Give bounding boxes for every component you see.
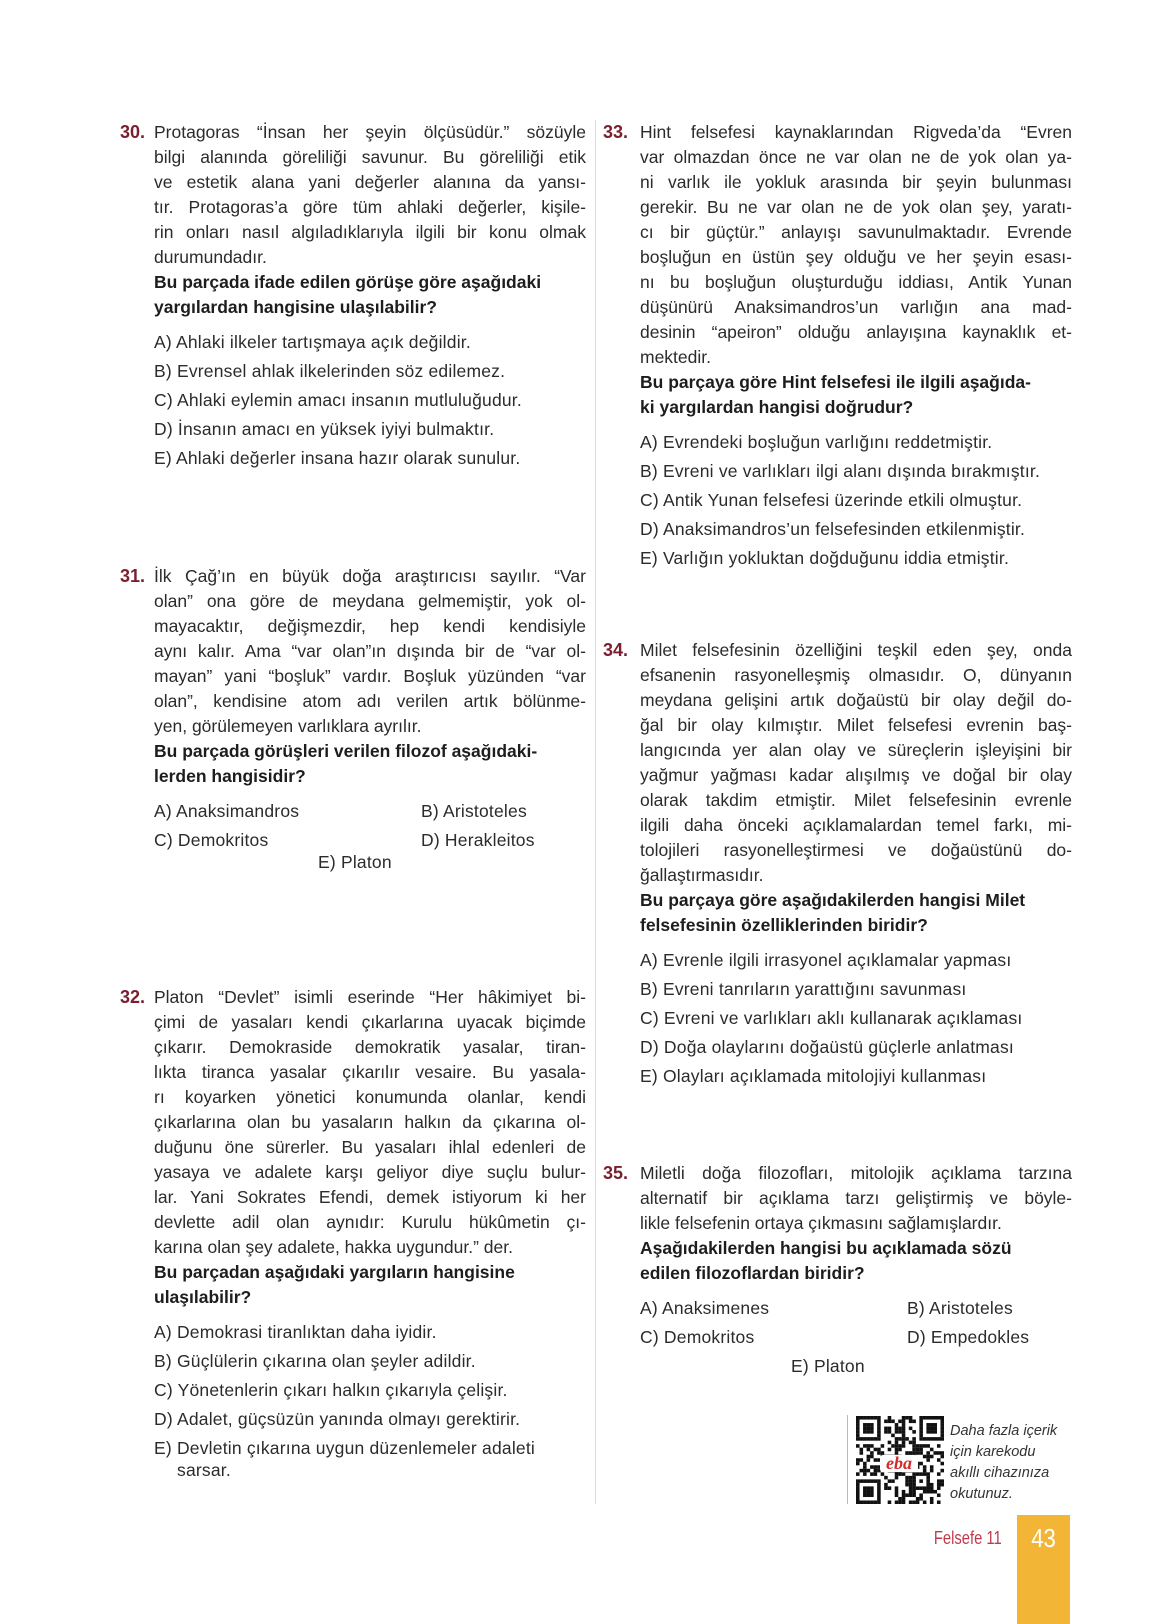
text-line: durumundadır. xyxy=(154,247,267,267)
column-divider xyxy=(595,120,596,1504)
question-number: 34. xyxy=(603,640,629,660)
footer-subject: Felsefe 11 xyxy=(934,1528,1002,1548)
answer-options xyxy=(154,327,586,472)
qr-caption-line: Daha fazla içerik xyxy=(950,1423,1058,1439)
prompt-line: Aşağıdakilerden hangisi bu açıklamada sözü xyxy=(640,1238,1012,1258)
text-line: nı bu boşluğun oluşturduğu iddiası, Antik Yunan xyxy=(640,272,1072,292)
option-e: E) Olayları açıklamada mitolojiyi kullanması xyxy=(640,1065,987,1086)
prompt-line: edilen filozoflardan biridir? xyxy=(640,1263,865,1283)
option-e: E) Varlığın yokluktan doğduğunu iddia etmiştir. xyxy=(640,547,1010,568)
question-prompt xyxy=(640,888,1072,938)
question-prompt xyxy=(640,370,1072,420)
question-number: 35. xyxy=(603,1163,629,1183)
text-line: likle felsefenin ortaya çıkmasını sağlamışlardır. xyxy=(640,1213,1002,1233)
qr-code-icon xyxy=(856,1416,944,1504)
text-line: ve estetik alana yani değerler alanına da yansı- xyxy=(154,172,586,192)
text-line: ğallaştırmasıdır. xyxy=(640,865,764,885)
text-line: yasaya ve adalete karşı geliyor diye suçlu bulur- xyxy=(154,1162,586,1182)
prompt-line: Bu parçaya göre Hint felsefesi ile ilgili aşağıda- xyxy=(640,372,1031,392)
text-line: devlette adil olan aynıdır: Kurulu hükûmetin çı- xyxy=(154,1212,586,1232)
text-line: efsanenin rasyonelleşmiş olmasıdır. O, dünyanın xyxy=(640,665,1072,685)
option-e xyxy=(154,1433,586,1484)
option-d: D) İnsanın amacı en yüksek iyiyi bulmaktır. xyxy=(154,418,495,439)
text-line: lar. Yani Sokrates Efendi, demek istiyorum ki her xyxy=(154,1187,586,1207)
text-line: olan” ona göre de meydana gelmemiştir, yok ol- xyxy=(154,591,586,611)
text-line: cı bir güçtür.” anlayışı savunulmaktadır. Evrende xyxy=(640,222,1072,242)
page-number-tab xyxy=(1017,1515,1070,1624)
question-prompt xyxy=(640,1236,1072,1286)
option-a: A) Demokrasi tiranlıktan daha iyidir. xyxy=(154,1321,437,1342)
question-prompt xyxy=(154,739,586,789)
text-line: lıkta tiranca yasalar çıkarılır vesaire. Bu yasala- xyxy=(154,1062,586,1082)
prompt-line: Bu parçada görüşleri verilen filozof aşağıdaki- xyxy=(154,741,538,761)
option-d: D) Empedokles xyxy=(907,1326,1030,1347)
text-line: duğunu öne sürerler. Bu yasaları ihlal edenleri de xyxy=(154,1137,586,1157)
text-line: gerekir. Bu ne var olan ne de yok olan şey, yaratı- xyxy=(640,197,1072,217)
question-body xyxy=(640,638,1072,1090)
question-body xyxy=(640,1161,1072,1380)
option-c: C) Demokritos xyxy=(154,829,269,850)
prompt-line: felsefesinin özelliklerinden biridir? xyxy=(640,915,928,935)
text-line: yağmur yağması kadar alışılmış ve doğal bir olay xyxy=(640,765,1072,785)
text-line: mektedir. xyxy=(640,347,711,367)
text-line: Miletli doğa filozofları, mitolojik açıklama tarzına xyxy=(640,1163,1072,1183)
prompt-line: Bu parçadan aşağıdaki yargıların hangisine xyxy=(154,1262,515,1282)
option-d: D) Anaksimandros’un felsefesinden etkilenmiştir. xyxy=(640,518,1026,539)
prompt-line: ulaşılabilir? xyxy=(154,1287,252,1307)
option-e: E) Platon xyxy=(791,1355,865,1376)
question-text xyxy=(640,1161,1072,1236)
qr-caption-line: okutunuz. xyxy=(950,1486,1013,1502)
question-number: 30. xyxy=(120,122,146,142)
text-line: İlk Çağ’ın en büyük doğa araştırıcısı sayılır. “Var xyxy=(154,566,586,586)
prompt-line: Bu parçaya göre aşağıdakilerden hangisi Milet xyxy=(640,890,1026,910)
answer-options xyxy=(154,1317,586,1484)
option-c: C) Antik Yunan felsefesi üzerinde etkili olmuştur. xyxy=(640,489,1023,510)
text-line: boşluğun en üstün şey olduğu ve her şeyin esası- xyxy=(640,247,1072,267)
text-line: mayacaktır, değişmezdir, hep kendi kendisiyle xyxy=(154,616,586,636)
text-line: olan”, kendisine atom adı verilen artık bölünme- xyxy=(154,691,586,711)
text-line: Milet felsefesinin özelliğini teşkil eden şey, onda xyxy=(640,640,1072,660)
qr-caption-line: akıllı cihazınıza xyxy=(950,1465,1050,1481)
option-a: A) Anaksimandros xyxy=(154,800,300,821)
option-d: D) Herakleitos xyxy=(421,829,535,850)
option-b: B) Evreni ve varlıkları ilgi alanı dışında bırakmıştır. xyxy=(640,460,1041,481)
option-a: A) Anaksimenes xyxy=(640,1297,770,1318)
text-line: çimi de yasaları kendi çıkarlarına uyacak biçimde xyxy=(154,1012,586,1032)
question-body xyxy=(154,564,586,873)
text-line: Platon “Devlet” isimli eserinde “Her hâkimiyet bi- xyxy=(154,987,586,1007)
prompt-line: yargılardan hangisine ulaşılabilir? xyxy=(154,297,437,317)
qr-side-rule xyxy=(847,1415,848,1504)
text-line: tolojileri rasyonelleştirmesi ve doğaüstünü do- xyxy=(640,840,1072,860)
text-line: var olmazdan önce ne var olan ne de yok olan ya- xyxy=(640,147,1072,167)
text-line: çıkarır. Demokraside demokratik yasalar, tiran- xyxy=(154,1037,586,1057)
question-number: 33. xyxy=(603,122,629,142)
question-prompt xyxy=(154,270,586,320)
option-c: C) Yönetenlerin çıkarı halkın çıkarıyla çelişir. xyxy=(154,1379,508,1400)
prompt-line: ki yargılardan hangisi doğrudur? xyxy=(640,397,914,417)
text-line: çıkarlarına olan bu yasaların halkın da çıkarına ol- xyxy=(154,1112,586,1132)
option-a: A) Evrenle ilgili irrasyonel açıklamalar yapması xyxy=(640,949,1012,970)
text-line: yen, görülemeyen varlıklara ayrılır. xyxy=(154,716,422,736)
question-text xyxy=(154,985,586,1260)
text-line: alternatif bir açıklama tarzı geliştirmiş ve böyle- xyxy=(640,1188,1072,1208)
prompt-line: lerden hangisidir? xyxy=(154,766,306,786)
answer-options xyxy=(640,945,1072,1090)
option-c: C) Ahlaki eylemin amacı insanın mutluluğudur. xyxy=(154,389,522,410)
question-body xyxy=(154,985,586,1484)
prompt-line: Bu parçada ifade edilen görüşe göre aşağıdaki xyxy=(154,272,542,292)
answer-options xyxy=(640,427,1072,572)
question-number: 31. xyxy=(120,566,146,586)
option-b: B) Evreni tanrıların yarattığını savunması xyxy=(640,978,967,999)
text-line: tır. Protagoras’a göre tüm ahlaki değerler, kişile- xyxy=(154,197,586,217)
question-text xyxy=(154,564,586,739)
question-number: 32. xyxy=(120,987,146,1007)
eba-logo: eba xyxy=(886,1453,912,1473)
text-line: düşünürü Anaksimandros’un varlığın ana mad- xyxy=(640,297,1072,317)
text-line: desinin “apeiron” olduğu anlayışına kaynaklık et- xyxy=(640,322,1072,342)
question-body xyxy=(154,120,586,472)
option-e: E) Platon xyxy=(318,852,392,872)
qr-caption xyxy=(950,1421,1070,1505)
option-e: E) Ahlaki değerler insana hazır olarak sunulur. xyxy=(154,447,521,468)
page-number: 43 xyxy=(1031,1523,1056,1553)
text-line: olarak takdim etmiştir. Milet felsefesinin evrenle xyxy=(640,790,1072,810)
answer-options xyxy=(640,1293,1072,1380)
option-e-line: E) Devletin çıkarına uygun düzenlemeler adaleti xyxy=(154,1437,535,1458)
question-text xyxy=(154,120,586,270)
option-d: D) Doğa olaylarını doğaüstü güçlerle anlatması xyxy=(640,1036,1014,1057)
question-text xyxy=(640,638,1072,888)
text-line: aynı kalır. Ama “var olan”ın dışında bir de “var ol- xyxy=(154,641,586,661)
qr-caption-line: için karekodu xyxy=(950,1444,1036,1460)
option-b: B) Aristoteles xyxy=(421,800,527,821)
text-line: Hint felsefesi kaynaklarından Rigveda’da “Evren xyxy=(640,122,1072,142)
option-b: B) Aristoteles xyxy=(907,1297,1013,1318)
text-line: bilgi alanında göreliliği savunur. Bu göreliliği etik xyxy=(154,147,586,167)
text-line: Protagoras “İnsan her şeyin ölçüsüdür.” sözüyle xyxy=(154,122,586,142)
option-e-continuation: sarsar. xyxy=(177,1459,231,1480)
text-line: ni varlık ile yokluk arasında bir şeyin bulunması xyxy=(640,172,1072,192)
option-b: B) Evrensel ahlak ilkelerinden söz edilemez. xyxy=(154,360,506,381)
option-a: A) Evrendeki boşluğun varlığını reddetmiştir. xyxy=(640,431,993,452)
text-line: ğal bir olay kılmıştır. Milet felsefesi evrenin baş- xyxy=(640,715,1072,735)
option-b: B) Güçlülerin çıkarına olan şeyler adildir. xyxy=(154,1350,476,1371)
text-line: karına olan şey adalete, hakka uygundur.” der. xyxy=(154,1237,513,1257)
option-c: C) Demokritos xyxy=(640,1326,755,1347)
question-text xyxy=(640,120,1072,370)
option-c: C) Evreni ve varlıkları aklı kullanarak açıklaması xyxy=(640,1007,1023,1028)
text-line: langıcında yer alan olay ve süreçlerin işleyişini bir xyxy=(640,740,1072,760)
text-line: rı koyarken yönetici konumunda olanlar, kendi xyxy=(154,1087,586,1107)
text-line: ilgili daha önceki açıklamalardan temel farkı, mi- xyxy=(640,815,1072,835)
option-d: D) Adalet, güçsüzün yanında olmayı gerektirir. xyxy=(154,1408,521,1429)
question-prompt xyxy=(154,1260,586,1310)
text-line: rin onları nasıl algıladıklarıyla ilgili bir konu olmak xyxy=(154,222,586,242)
question-body xyxy=(640,120,1072,572)
text-line: meydana gelişini artık doğaüstü bir olay değil do- xyxy=(640,690,1072,710)
answer-options xyxy=(154,796,586,873)
text-line: mayan” yani “boşluk” vardır. Boşluk yüzünden “var xyxy=(154,666,586,686)
option-a: A) Ahlaki ilkeler tartışmaya açık değildir. xyxy=(154,331,471,352)
